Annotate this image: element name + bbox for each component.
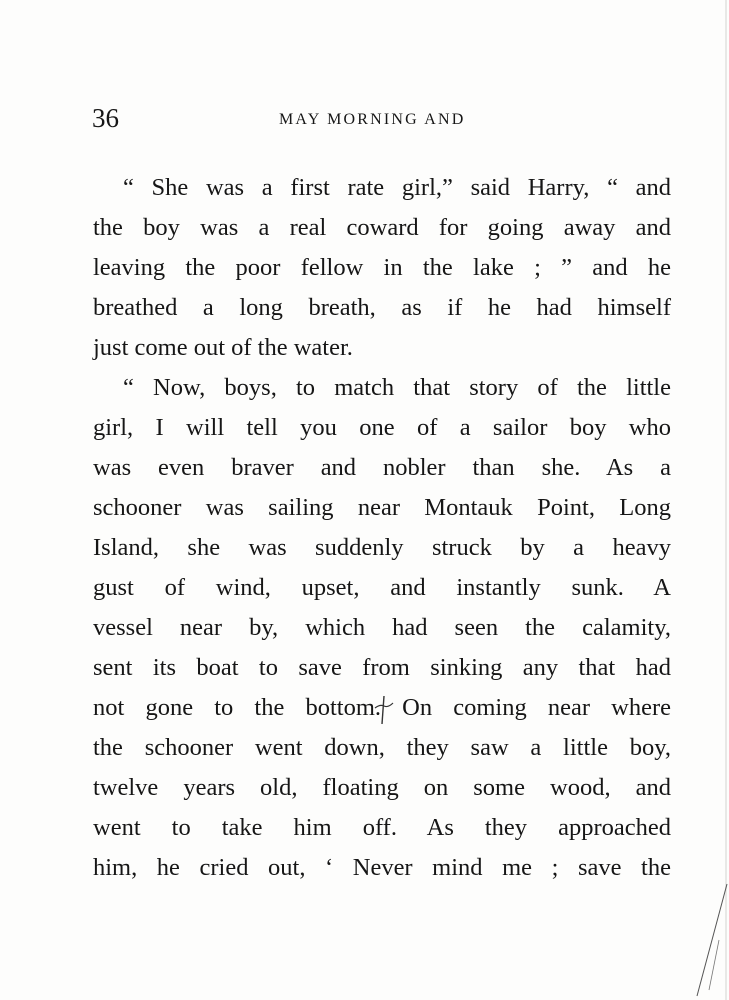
text-line: not gone to the bottom. On coming near where — [93, 694, 671, 721]
body-text — [93, 168, 671, 888]
text-line: the boy was a real coward for going away and — [93, 214, 671, 241]
text-line: just come out of the water. — [93, 334, 353, 361]
text-line: schooner was sailing near Montauk Point, Long — [93, 494, 671, 521]
text-line: gust of wind, upset, and instantly sunk. A — [93, 574, 671, 601]
text-line: girl, I will tell you one of a sailor boy who — [93, 414, 671, 441]
text-line: Island, she was suddenly struck by a heavy — [93, 534, 671, 561]
text-line: leaving the poor fellow in the lake ; ” and he — [93, 254, 671, 281]
text-line: the schooner went down, they saw a little boy, — [93, 734, 671, 761]
page-number: 36 — [92, 103, 119, 133]
page-edge-line — [725, 0, 727, 1000]
running-title: MAY MORNING AND — [279, 111, 466, 128]
running-head — [92, 100, 672, 140]
text-line: “ She was a first rate girl,” said Harry, “ and — [123, 174, 671, 201]
text-line: breathed a long breath, as if he had himself — [93, 294, 671, 321]
text-line: sent its boat to save from sinking any that had — [93, 654, 671, 681]
pencil-mark — [372, 694, 396, 726]
text-line: was even braver and nobler than she. As a — [93, 454, 671, 481]
text-line: him, he cried out, ‘ Never mind me ; save the — [93, 854, 671, 881]
text-line: twelve years old, floating on some wood, and — [93, 774, 671, 801]
margin-scratch-mark — [669, 880, 729, 1000]
text-line: went to take him off. As they approached — [93, 814, 671, 841]
text-line: vessel near by, which had seen the calamity, — [93, 614, 671, 641]
text-line: “ Now, boys, to match that story of the little — [123, 374, 671, 401]
